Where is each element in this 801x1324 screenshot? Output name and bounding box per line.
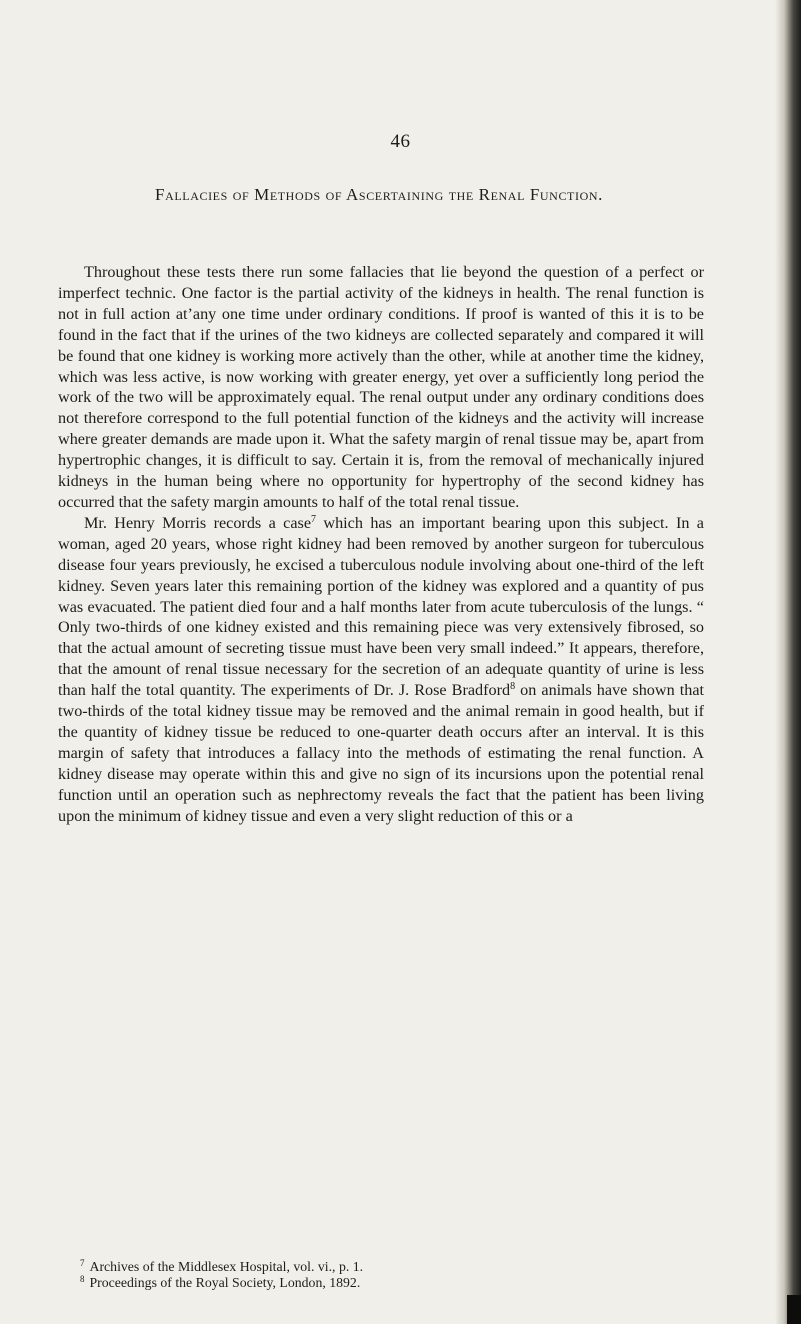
page-number: 46 (390, 131, 411, 152)
footnote-8 (80, 1275, 700, 1291)
footnotes (80, 1259, 700, 1291)
footnote-8-text: Proceedings of the Royal Society, London, 1892. (89, 1275, 361, 1290)
paragraph-2-text-c: on animals have shown that two-thirds of the total kidney tissue may be removed and the animal remain in good health, but if the quantity of kidney tissue be reduced to one-quarter death occurs after an interval. It is this margin of safety that introduces a fallacy into the methods of estimating the renal function. A kidney disease may operate within this and give no sign of its incursions upon the potential renal function until an operation such as nephrectomy reveals the fact that the patient has been living upon the minimum of kidney tissue and even a very slight reduction of this or a (58, 681, 704, 825)
paragraph-1 (58, 262, 704, 513)
footnote-ref-7[interactable]: 7 (311, 513, 317, 525)
paragraph-1-text: Throughout these tests there run some fallacies that lie beyond the question of a perfect or imperfect technic. One factor is the partial activity of the kidneys in health. The renal function is not in full action at’any one time under ordinary conditions. If proof is wanted of this it is to be found in the fact that if the urines of the two kidneys are collected separately and compared it will be found that one kidney is working more actively than the other, while at another time the kidney, which was less active, is now working with greater energy, yet over a sufficiently long period the work of the two will be approximately equal. The renal output under any ordinary conditions does not therefore correspond to the full potential function of the kidneys and the activity will increase where greater demands are made upon it. What the safety margin of renal tissue may be, apart from hypertrophic changes, it is difficult to say. Certain it is, from the removal of mechanically injured kidneys in the human being where no opportunity for hypertrophy of the second kidney has occurred that the safety margin amounts to half of the total renal tissue. (58, 263, 704, 511)
page-edge-mark (787, 1295, 801, 1324)
page-edge-shadow (775, 0, 801, 1324)
paragraph-2-text-a: Mr. Henry Morris records a case (84, 513, 312, 532)
body-text (58, 262, 704, 826)
footnote-mark-8: 8 (80, 1274, 85, 1284)
paragraph-2 (58, 513, 704, 827)
paragraph-2-text-b: which has an important bearing upon this subject. In a woman, aged 20 years, whose right kidney had been removed by another surgeon for tuberculous disease four years previously, he excised a tuberculous nodule involving about one-third of the left kidney. Seven years later this remaining portion of the kidney was explored and a quantity of pus was evacuated. The patient died four and a half months later from acute tuberculosis of the lungs. “ Only two-thirds of one kidney existed and this remaining piece was very extensively fibrosed, so that the actual amount of secreting tissue must have been very small indeed.” It appears, therefore, that the amount of renal tissue necessary for the secretion of an adequate quantity of urine is less than half the total quantity. The experiments of Dr. J. Rose Bradford (58, 513, 704, 700)
footnote-7 (80, 1259, 700, 1275)
section-title: Fallacies of Methods of Ascertaining the Renal Function. (155, 185, 603, 204)
footnote-mark-7: 7 (80, 1258, 85, 1268)
footnote-ref-8[interactable]: 8 (510, 681, 516, 693)
footnote-7-text: Archives of the Middlesex Hospital, vol. vi., p. 1. (89, 1259, 364, 1274)
